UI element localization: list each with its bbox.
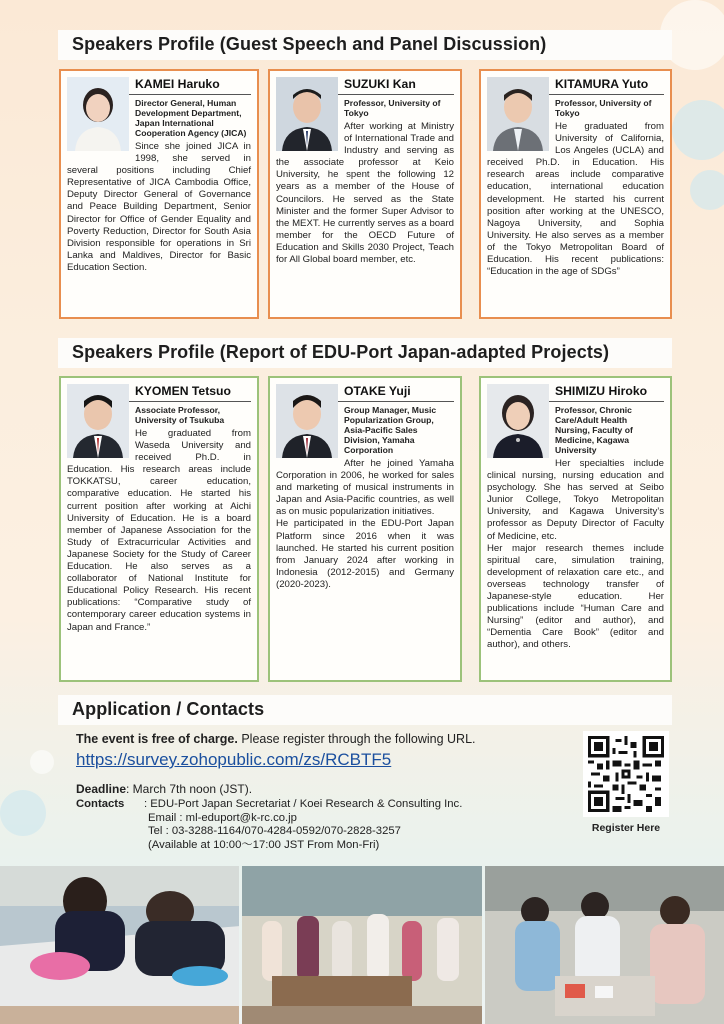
speaker-photo	[67, 384, 129, 458]
speaker-card-kyomen	[59, 376, 259, 682]
qr-label: Register Here	[591, 822, 661, 834]
speaker-name: KITAMURA Yuto	[487, 77, 664, 95]
speaker-title: Director General, Human Development Department, Japan International Cooperation Agency (JICA)	[135, 98, 247, 138]
free-notice-rest: Please register through the following URL.	[237, 732, 476, 746]
deadline-label: Deadline	[76, 782, 127, 796]
speaker-bio: Since she joined JICA in 1998, she served in several positions including Chief Representative of JICA Cambodia Office, Deputy Director General of Governance and Peace Building Department, Senior Director for Office of Gender Equality and Poverty Reduction, Director for South Asia Division responsible for operations in Sri Lanka and Maldives, Director for Basic Education Section.	[67, 141, 251, 273]
photo-strip	[0, 866, 724, 1024]
speaker-title: Professor, Chronic Care/Adult Health Nursing, Faculty of Medicine, Kagawa University	[555, 405, 633, 455]
speaker-bio-paragraph: Her major research themes include spiritual care, simulation training, development of relaxation care etc., and overseas technology transfer of Japanese-style education. Her publications include “Human Care and Nursing” (editor and author), and “Dementia Care Book” (editor and author), and others.	[487, 542, 664, 651]
music-class-photo	[242, 866, 481, 1024]
section-title-guest: Speakers Profile (Guest Speech and Panel Discussion)	[58, 30, 672, 60]
contacts-org: : EDU-Port Japan Secretariat / Koei Research & Consulting Inc.	[144, 798, 463, 810]
speaker-bio-paragraph: After he joined Yamaha Corporation in 2006, he worked for sales and marketing of musical instruments in Japan and Asia-Pacific countries, as well as on music popularization initiatives.	[276, 458, 454, 518]
speaker-bio: He graduated from University of California, Los Angeles (UCLA) and received Ph.D. in Education. His research areas include comparative education, international education development. He started his current position after working at the UNESCO, Nagoya University, and Sophia University. He also serves as a member of the Tokyo Metropolitan Board of Education. His recent publications: “Education in the age of SDGs”	[487, 121, 664, 278]
contacts-hours: (Available at 10:00～17:00 JST From Mon-Fri)	[148, 838, 380, 851]
speaker-photo	[276, 77, 338, 151]
decor-bubble	[0, 790, 46, 836]
speaker-photo	[487, 77, 549, 151]
contacts-email: Email : ml-eduport@k-rc.co.jp	[148, 811, 297, 824]
speaker-photo	[67, 77, 129, 151]
speaker-photo	[276, 384, 338, 458]
deadline-value: : March 7th noon (JST).	[126, 782, 253, 796]
speaker-title: Professor, University of Tokyo	[344, 98, 441, 118]
qr-code-graphic	[588, 736, 664, 812]
decor-bubble	[30, 750, 54, 774]
speaker-title: Professor, University of Tokyo	[555, 98, 652, 118]
speaker-name: SHIMIZU Hiroko	[487, 384, 664, 402]
qr-code[interactable]	[583, 731, 669, 817]
classroom-photo	[0, 866, 239, 1024]
free-notice-bold: The event is free of charge.	[76, 732, 238, 746]
speaker-card-suzuki	[268, 69, 462, 319]
speaker-bio-paragraph: Her specialties include clinical nursing, nursing education and psychology. She has served at Seibo Junior College, Tokyo Metropolitan University, and Kagawa University’s professor as Deputy Director of Faculty of Medicine, etc.	[487, 458, 664, 542]
speaker-card-kitamura	[479, 69, 672, 319]
speaker-title: Associate Professor, University of Tsukuba	[135, 405, 225, 425]
nursing-class-photo	[485, 866, 724, 1024]
contacts	[76, 798, 576, 852]
speaker-name: KYOMEN Tetsuo	[67, 384, 251, 402]
speaker-card-kamei	[59, 69, 259, 319]
speaker-name: SUZUKI Kan	[276, 77, 454, 95]
contact-area	[76, 732, 576, 852]
speaker-bio-paragraph: He participated in the EDU-Port Japan Platform since 2016 when it was launched. He started his current position from January 2024 after working in Indonesia (2012-2015) and Germany (2020-2023).	[276, 518, 454, 590]
speaker-name: KAMEI Haruko	[67, 77, 251, 95]
speaker-bio	[487, 458, 664, 652]
speaker-bio: He graduated from Waseda University and received Ph.D. in Education. His research areas include TOKKATSU, career education, comparative education. He started his current position after working at Aichi University of Education. He is a board member of Japanese Association for the Study of Extracurricular Activities and Japanese Society for the Study of Career Education. He also serves as a collaborator of National Institute for Educational Policy Research. His recent publications: “Comparative study of contemporary career education systems in Japan and France.”	[67, 428, 251, 633]
section-title-report: Speakers Profile (Report of EDU-Port Japan-adapted Projects)	[58, 338, 672, 368]
decor-bubble	[672, 100, 724, 160]
speaker-bio: After working at Ministry of International Trade and Industry and serving as the associate professor at Keio University, he spent the following 12 years as a member of the House of Councilors. He served as the State Minister and the former Super Advisor to the MEXT. He currently serves as a board member for the OECD Future of Education and Skills 2030 Project, Teach for All Global board member, etc.	[276, 121, 454, 266]
contacts-lines	[144, 798, 462, 852]
decor-bubble	[690, 170, 724, 210]
speaker-card-shimizu	[479, 376, 672, 682]
speaker-bio	[276, 458, 454, 591]
speaker-photo	[487, 384, 549, 458]
contacts-label: Contacts	[76, 798, 125, 810]
speaker-title: Group Manager, Music Popularization Group, Asia-Pacific Sales Division, Yamaha Corporation	[344, 405, 437, 455]
deadline	[76, 782, 576, 796]
speaker-card-otake	[268, 376, 462, 682]
registration-link[interactable]: https://survey.zohopublic.com/zs/RCBTF5	[76, 750, 392, 769]
speaker-name: OTAKE Yuji	[276, 384, 454, 402]
contacts-tel: Tel : 03-3288-1164/070-4284-0592/070-2828-3257	[148, 825, 401, 837]
free-notice	[76, 732, 576, 746]
section-title-contacts: Application / Contacts	[58, 695, 672, 725]
